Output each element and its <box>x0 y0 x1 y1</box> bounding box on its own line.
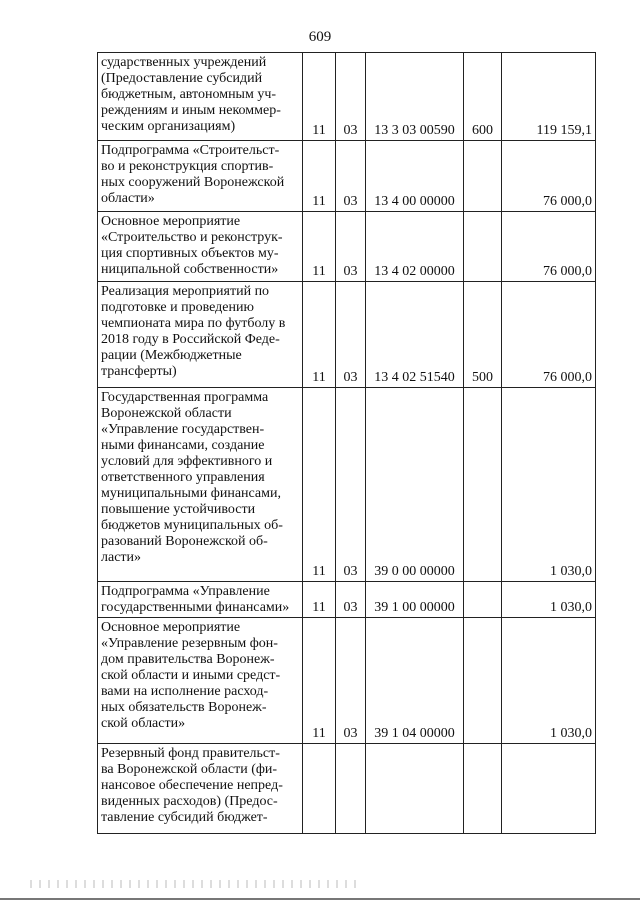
target-article-cell: 13 3 03 00590 <box>366 53 464 141</box>
target-article-cell: 39 1 04 00000 <box>366 618 464 744</box>
target-article-cell: 13 4 02 51540 <box>366 282 464 388</box>
table-row <box>98 388 596 582</box>
row-name-line: ской области» <box>101 716 186 731</box>
amount-cell: 76 000,0 <box>502 282 596 388</box>
row-name-line: во и реконструкция спортив- <box>101 159 274 174</box>
amount-cell <box>502 744 596 834</box>
row-name-line: дом правительства Воронеж- <box>101 652 275 667</box>
section-cell: 11 <box>303 141 336 212</box>
section-cell: 11 <box>303 212 336 282</box>
row-name-line: сударственных учреждений <box>101 55 267 70</box>
row-name-line: виденных расходов) (Предос- <box>101 794 278 809</box>
row-name-line: условий для эффективного и <box>101 454 273 469</box>
row-name-cell <box>98 744 303 834</box>
row-name-line: ответственного управления <box>101 470 265 485</box>
section-cell: 11 <box>303 582 336 618</box>
row-name-line: ция спортивных объектов му- <box>101 246 279 261</box>
row-name-line: Государственная программа <box>101 390 269 405</box>
target-article-cell: 13 4 02 00000 <box>366 212 464 282</box>
target-article-cell: 13 4 00 00000 <box>366 141 464 212</box>
row-name-line: тавление субсидий бюджет- <box>101 810 268 825</box>
subsection-cell: 03 <box>336 618 366 744</box>
row-name-line: «Управление государствен- <box>101 422 265 437</box>
row-name-line: подготовке и проведению <box>101 300 254 315</box>
row-name-line: ской области и иными средст- <box>101 668 281 683</box>
table-row <box>98 618 596 744</box>
row-name-cell <box>98 582 303 618</box>
row-name-cell <box>98 53 303 141</box>
row-name-line: ниципальной собственности» <box>101 262 279 277</box>
row-name-line: реждениям и иным некоммер- <box>101 103 281 118</box>
table-row <box>98 53 596 141</box>
row-name-line: трансферты) <box>101 364 177 379</box>
section-cell: 11 <box>303 388 336 582</box>
row-name-line: ласти» <box>101 550 142 565</box>
row-name-cell <box>98 212 303 282</box>
expense-type-cell <box>464 582 502 618</box>
subsection-cell: 03 <box>336 388 366 582</box>
target-article-cell <box>366 744 464 834</box>
row-name-line: разований Воронежской об- <box>101 534 268 549</box>
amount-cell: 119 159,1 <box>502 53 596 141</box>
row-name-line: Подпрограмма «Управление <box>101 584 270 599</box>
amount-cell: 76 000,0 <box>502 212 596 282</box>
section-cell: 11 <box>303 282 336 388</box>
amount-cell: 1 030,0 <box>502 618 596 744</box>
row-name-cell <box>98 618 303 744</box>
row-name-line: ных сооружений Воронежской <box>101 175 285 190</box>
section-cell <box>303 744 336 834</box>
section-cell: 11 <box>303 53 336 141</box>
row-name-line: Основное мероприятие <box>101 620 241 635</box>
row-name-line: 2018 году в Российской Феде- <box>101 332 280 347</box>
row-name-line: ва Воронежской области (фи- <box>101 762 278 777</box>
subsection-cell: 03 <box>336 212 366 282</box>
row-name-line: бюджетным, автономным уч- <box>101 87 277 102</box>
row-name-line: государственными финансами» <box>101 600 290 615</box>
expense-type-cell <box>464 618 502 744</box>
expense-type-cell <box>464 388 502 582</box>
row-name-cell <box>98 141 303 212</box>
amount-cell: 1 030,0 <box>502 388 596 582</box>
subsection-cell: 03 <box>336 53 366 141</box>
row-name-line: бюджетов муниципальных об- <box>101 518 283 533</box>
amount-cell: 1 030,0 <box>502 582 596 618</box>
row-name-line: вами на исполнение расход- <box>101 684 269 699</box>
budget-table-body <box>98 53 596 834</box>
row-name-line: «Управление резервным фон- <box>101 636 278 651</box>
row-name-line: ными финансами, создание <box>101 438 265 453</box>
row-name-cell <box>98 282 303 388</box>
scan-artifact <box>30 880 360 888</box>
amount-cell: 76 000,0 <box>502 141 596 212</box>
expense-type-cell <box>464 744 502 834</box>
table-row <box>98 582 596 618</box>
row-name-line: Реализация мероприятий по <box>101 284 270 299</box>
subsection-cell: 03 <box>336 141 366 212</box>
page-number: 609 <box>308 29 332 45</box>
table-row <box>98 141 596 212</box>
target-article-cell: 39 1 00 00000 <box>366 582 464 618</box>
row-name-line: нансовое обеспечение непред- <box>101 778 283 793</box>
subsection-cell <box>336 744 366 834</box>
row-name-line: «Строительство и реконструк- <box>101 230 283 245</box>
row-name-line: муниципальными финансами, <box>101 486 281 501</box>
expense-type-cell: 500 <box>464 282 502 388</box>
row-name-line: Воронежской области <box>101 406 232 421</box>
row-name-line: Резервный фонд правительст- <box>101 746 280 761</box>
row-name-line: рации (Межбюджетные <box>101 348 242 363</box>
subsection-cell: 03 <box>336 282 366 388</box>
bottom-edge-rule <box>0 898 640 900</box>
subsection-cell: 03 <box>336 582 366 618</box>
expense-type-cell <box>464 212 502 282</box>
target-article-cell: 39 0 00 00000 <box>366 388 464 582</box>
row-name-line: чемпионата мира по футболу в <box>101 316 286 331</box>
row-name-line: (Предоставление субсидий <box>101 71 263 86</box>
table-row <box>98 282 596 388</box>
section-cell: 11 <box>303 618 336 744</box>
table-row <box>98 212 596 282</box>
expense-type-cell <box>464 141 502 212</box>
budget-table <box>97 52 596 834</box>
row-name-line: области» <box>101 191 155 206</box>
row-name-line: ческим организациям) <box>101 119 236 134</box>
row-name-cell <box>98 388 303 582</box>
expense-type-cell: 600 <box>464 53 502 141</box>
row-name-line: ных обязательств Воронеж- <box>101 700 267 715</box>
table-row <box>98 744 596 834</box>
row-name-line: повышение устойчивости <box>101 502 256 517</box>
row-name-line: Основное мероприятие <box>101 214 241 229</box>
row-name-line: Подпрограмма «Строительст- <box>101 143 280 158</box>
